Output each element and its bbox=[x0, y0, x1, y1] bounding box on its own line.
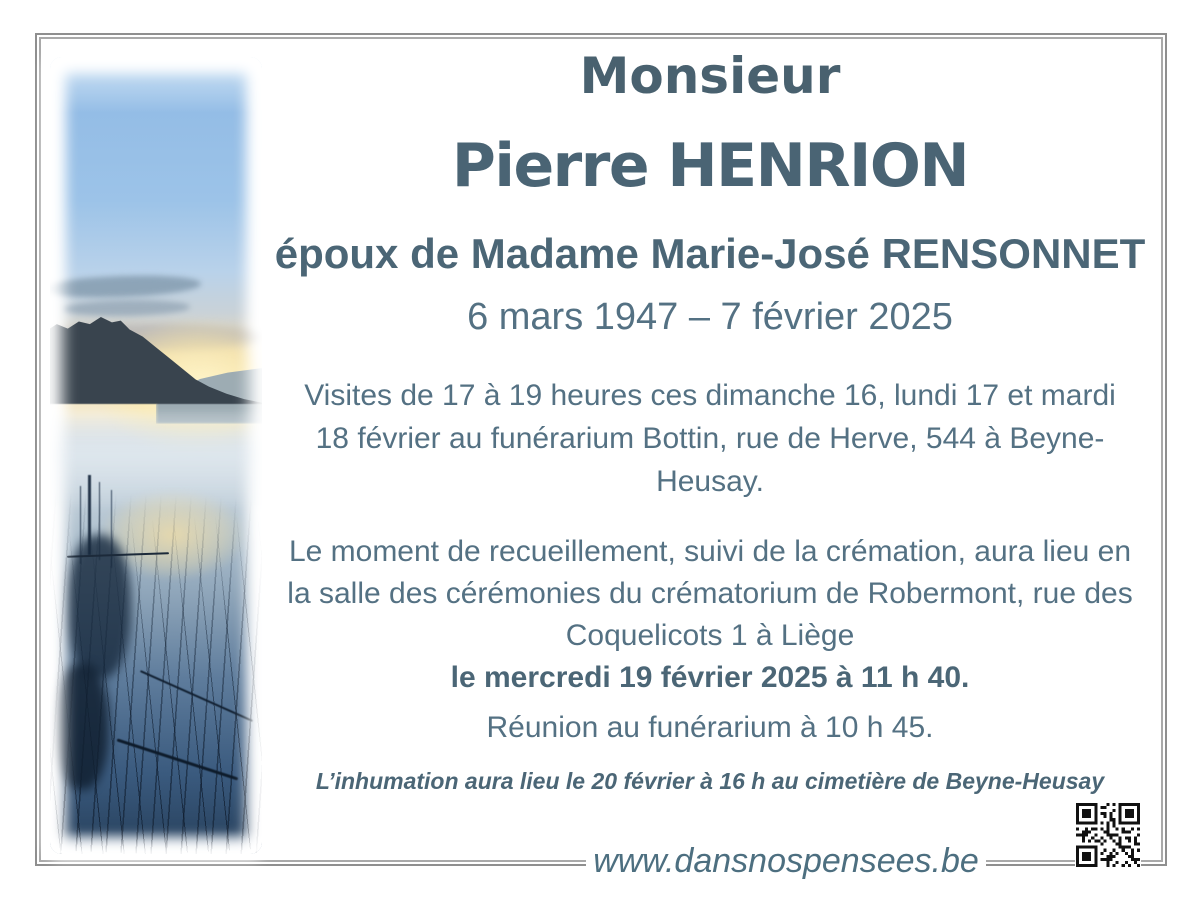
qr-code-icon bbox=[1075, 802, 1141, 868]
visits-line: Visites de 17 à 19 heures ces dimanche 16, lundi 17 et mardi bbox=[304, 379, 1116, 412]
deceased-name: Pierre HENRION bbox=[451, 131, 969, 201]
visits-paragraph bbox=[255, 374, 1165, 503]
ceremony-line: la salle des cérémonies du crématorium de Robermont, rue des bbox=[287, 577, 1133, 610]
visits-line: 18 février au funérarium Bottin, rue de Herve, 544 à Beyne- bbox=[315, 422, 1105, 455]
ceremony-line: Coquelicots 1 à Liège bbox=[565, 619, 855, 652]
salutation: Monsieur bbox=[579, 47, 841, 105]
memorial-photo bbox=[50, 57, 262, 854]
burial-line: L’inhumation aura lieu le 20 février à 16 h au cimetière de Beyne-Heusay bbox=[315, 768, 1105, 794]
website-url: www.dansnospensees.be bbox=[586, 839, 986, 883]
qr-code-icon bbox=[1076, 803, 1140, 867]
meeting-line: Réunion au funérarium à 10 h 45. bbox=[486, 711, 934, 744]
life-dates: 6 mars 1947 – 7 février 2025 bbox=[467, 296, 953, 338]
ceremony-paragraph bbox=[255, 531, 1165, 699]
ceremony-line: Le moment de recueillement, suivi de la crémation, aura lieu en bbox=[288, 535, 1132, 568]
ceremony-datetime: le mercredi 19 février 2025 à 11 h 40. bbox=[450, 661, 970, 694]
announcement-text-column bbox=[255, 0, 1165, 918]
spouse-line: époux de Madame Marie-José RENSONNET bbox=[274, 230, 1146, 277]
visits-line: Heusay. bbox=[656, 465, 764, 498]
